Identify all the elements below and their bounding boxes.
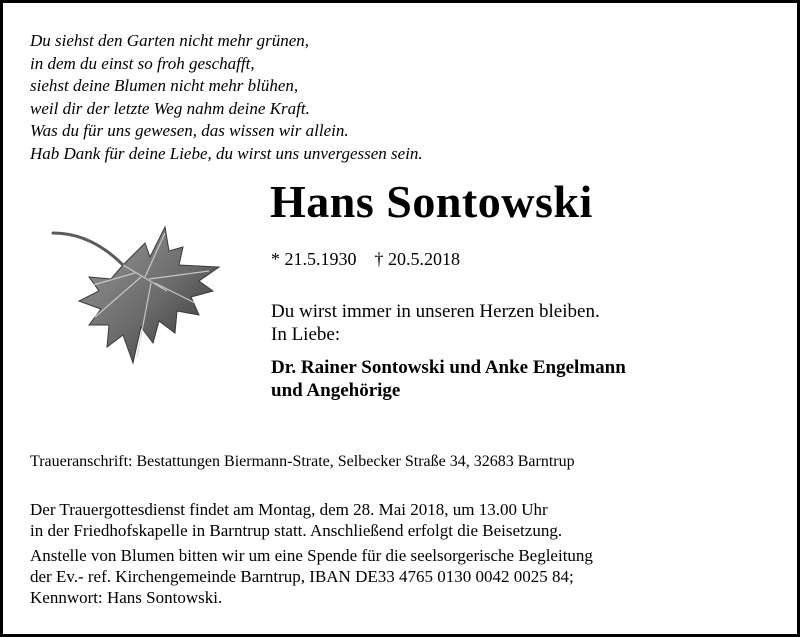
- donation-line: Anstelle von Blumen bitten wir um eine Spende für die seelsorgerische Begleitung: [30, 546, 593, 565]
- ceremony-line: Der Trauergottesdienst findet am Montag, dem 28. Mai 2018, um 13.00 Uhr: [30, 500, 548, 519]
- poem-line: in dem du einst so froh geschafft,: [30, 53, 255, 73]
- donation-line: Kennwort: Hans Sontowski.: [30, 588, 223, 607]
- poem-line: Du siehst den Garten nicht mehr grünen,: [30, 31, 310, 50]
- service-details: [30, 499, 593, 608]
- poem-line: siehst deine Blumen nicht mehr blühen,: [30, 76, 299, 95]
- birth-date: * 21.5.1930: [271, 249, 357, 269]
- maple-leaf-icon: [49, 221, 225, 371]
- death-date: † 20.5.2018: [374, 249, 460, 269]
- mourning-address: Traueranschrift: Bestattungen Biermann-Strate, Selbecker Straße 34, 32683 Barntrup: [30, 453, 575, 470]
- farewell-text: [271, 300, 600, 346]
- farewell-line: Du wirst immer in unseren Herzen bleiben.: [271, 301, 600, 322]
- deceased-name: Hans Sontowski: [270, 176, 593, 227]
- farewell-line: In Liebe:: [271, 324, 341, 345]
- mourners-line: Dr. Rainer Sontowski und Anke Engelmann: [271, 357, 626, 378]
- mourners-line: und Angehörige: [271, 380, 401, 401]
- poem-line: weil dir der letzte Weg nahm deine Kraft.: [30, 98, 310, 118]
- life-dates: [271, 249, 460, 270]
- poem-line: Was du für uns gewesen, das wissen wir allein.: [30, 121, 349, 140]
- donation-line: der Ev.- ref. Kirchengemeinde Barntrup, IBAN DE33 4765 0130 0042 0025 84;: [30, 567, 574, 586]
- poem-line: Hab Dank für deine Liebe, du wirst uns unvergessen sein.: [30, 143, 423, 163]
- ceremony-line: in der Friedhofskapelle in Barntrup statt. Anschließend erfolgt die Beisetzung.: [30, 521, 563, 540]
- mourners: [271, 356, 626, 402]
- memorial-poem: [30, 30, 423, 165]
